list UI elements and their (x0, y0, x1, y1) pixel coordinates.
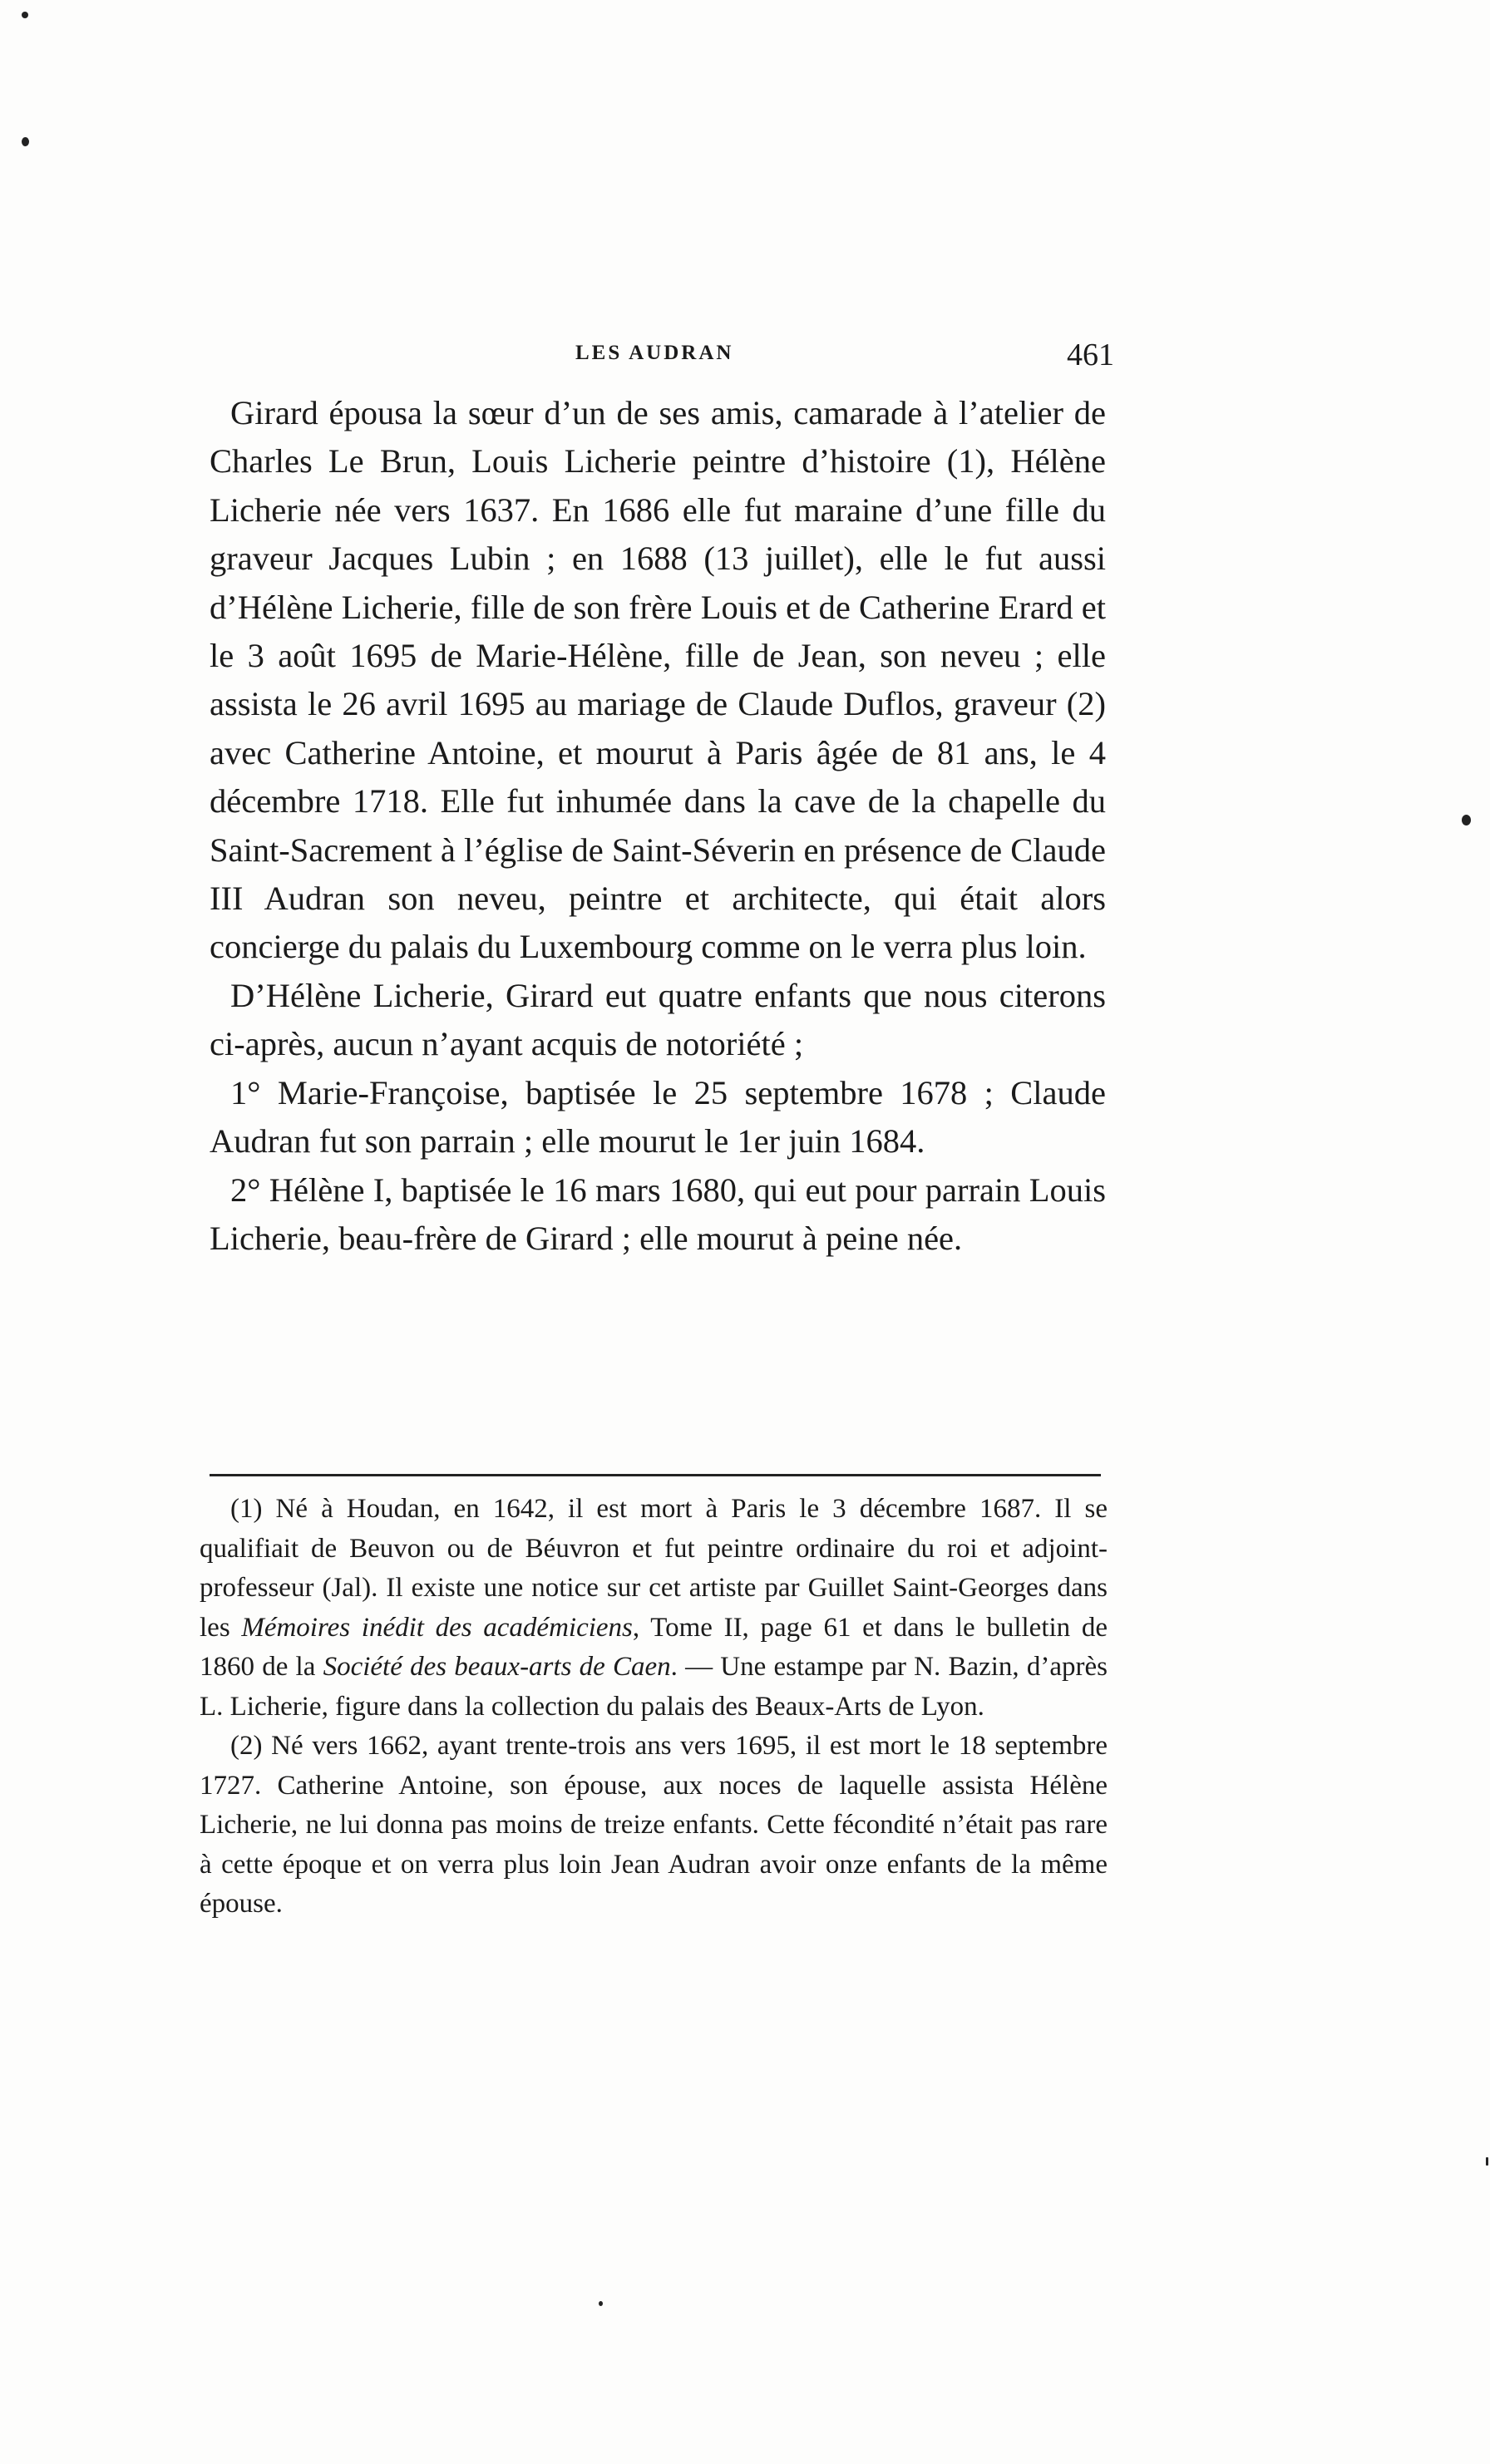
footnote-1 (200, 1490, 1108, 1727)
ink-speck (1462, 815, 1471, 825)
ink-speck (599, 2301, 603, 2306)
page-header (210, 337, 1114, 378)
ink-speck (1486, 2157, 1488, 2166)
footnote-2: (2) Né vers 1662, ayant trente-trois ans vers 1695, il est mort le 18 septembre 1727. Catherine Antoine, son épouse, aux noces de laquelle assista Hélène Licherie, ne lui donna pas moins de treize enfants. Cette fécondité n’était pas rare à cette époque et on verra plus loin Jean Audran avoir onze enfants de la même épouse. (200, 1731, 1108, 1919)
footnote-text: . — Une estampe par N. Bazin, d’après L. Licherie, figure dans la collection du palais des Beaux-Arts de Lyon. (200, 1652, 1108, 1722)
main-text (210, 389, 1106, 1263)
footnote-divider (210, 1474, 1101, 1476)
society-name: Société des beaux-arts de Caen (323, 1652, 671, 1682)
footnote-text: (1) Né à Houdan, en 1642, il est mort à Paris le 3 décembre 1687. Il se qualifiait de Beuvon ou de Béuvron et fut peintre ordinaire du roi et adjoint-professeur (Jal). Il existe une notice sur cet artiste par Guillet Saint-Georges dans les (200, 1494, 1108, 1643)
ink-speck (22, 12, 28, 18)
footnotes (200, 1490, 1108, 1924)
paragraph: D’Hélène Licherie, Girard eut quatre enfants que nous citerons ci-après, aucun n’ayant acquis de notoriété ; (210, 976, 1106, 1063)
paragraph: Girard épousa la sœur d’un de ses amis, camarade à l’atelier de Charles Le Brun, Louis Licherie peintre d’histoire (1), Hélène Licherie née vers 1637. En 1686 elle fut maraine d’une fille du graveur Jacques Lubin ; en 1688 (13 juillet), elle le fut aussi d’Hélène Licherie, fille de son frère Louis et de Catherine Erard et le 3 août 1695 de Marie-Hélène, fille de Jean, son neveu ; elle assista le 26 avril 1695 au mariage de Claude Duflos, graveur (2) avec Catherine Antoine, et mourut à Paris âgée de 81 ans, le 4 décembre 1718. Elle fut inhumée dans la cave de la chapelle du Saint-Sacrement à l’église de Saint-Séverin en présence de Claude III Audran son neveu, peintre et architecte, qui était alors concierge du palais du Luxembourg comme on le verra plus loin. (210, 394, 1106, 966)
running-title: LES AUDRAN (575, 342, 734, 364)
page-number: 461 (1067, 338, 1114, 372)
list-item: 2° Hélène I, baptisée le 16 mars 1680, qui eut pour parrain Louis Licherie, beau-frère de Girard ; elle mourut à peine née. (210, 1170, 1106, 1257)
list-item: 1° Marie-Françoise, baptisée le 25 septembre 1678 ; Claude Audran fut son parrain ; elle mourut le 1er juin 1684. (210, 1073, 1106, 1161)
ink-speck (22, 137, 29, 146)
work-title: Mémoires inédit des académiciens (241, 1612, 633, 1643)
footnote-text: , Tome II, page 61 et dans le bulletin de 1860 de la (200, 1612, 1108, 1682)
